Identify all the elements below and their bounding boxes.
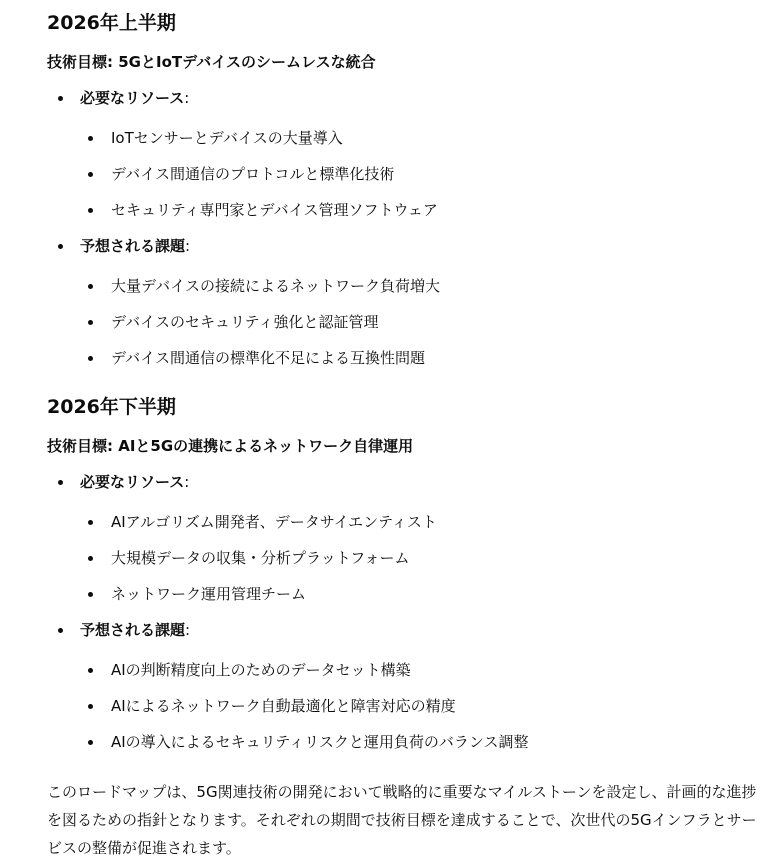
list-item: [111, 199, 438, 221]
resources-label: 必要なリソース: [80, 89, 185, 107]
list-item-text: デバイス間通信のプロトコルと標準化技術: [111, 165, 395, 183]
bullet-icon: [88, 520, 93, 525]
list-item: [111, 127, 343, 149]
list-item: [111, 731, 528, 753]
bullet-icon: [88, 556, 93, 561]
bullet-icon: [88, 704, 93, 709]
list-item-challenges: [80, 619, 190, 641]
goal-label: 技術目標: [47, 53, 108, 71]
bullet-icon: [88, 136, 93, 141]
list-item-text: AIによるネットワーク自動最適化と障害対応の精度: [111, 697, 456, 715]
list-item-resources: [80, 471, 189, 493]
list-item-text: セキュリティ専門家とデバイス管理ソフトウェア: [111, 201, 438, 219]
list-item: [111, 347, 425, 369]
goal-label: 技術目標: [47, 437, 108, 455]
bullet-icon: [58, 244, 63, 249]
list-item: [111, 311, 378, 333]
list-item: [111, 275, 440, 297]
list-item-text: デバイスのセキュリティ強化と認証管理: [111, 313, 379, 331]
list-item-text: 大量デバイスの接続によるネットワーク負荷増大: [111, 277, 440, 295]
list-item-text: 大規模データの収集・分析プラットフォーム: [111, 549, 410, 567]
bullet-icon: [88, 172, 93, 177]
goal-text: : AIと5Gの連携によるネットワーク自律運用: [107, 437, 414, 455]
goal-line: [47, 51, 376, 73]
list-item-challenges: [80, 235, 190, 257]
conclusion-paragraph: このロードマップは、5G関連技術の開発において戦略的に重要なマイルストーンを設定し、計画的な進捗を図るための指針となります。それぞれの期間で技術目標を達成することで、次世代の5Gインフラとサービスの整備が促進されます。: [47, 783, 757, 857]
bullet-icon: [58, 96, 63, 101]
bullet-icon: [88, 320, 93, 325]
bullet-icon: [58, 480, 63, 485]
list-item-resources: [80, 87, 189, 109]
colon: :: [184, 473, 190, 491]
list-item-text: AIの導入によるセキュリティリスクと運用負荷のバランス調整: [111, 733, 529, 751]
section-heading: 2026年上半期: [47, 12, 176, 34]
list-item: [111, 511, 437, 533]
list-item: [111, 659, 411, 681]
bullet-icon: [58, 628, 63, 633]
goal-line: [47, 435, 413, 457]
challenges-label: 予想される課題: [80, 621, 186, 639]
list-item-text: AIアルゴリズム開発者、データサイエンティスト: [111, 513, 437, 531]
bullet-icon: [88, 356, 93, 361]
colon: :: [185, 237, 191, 255]
challenges-label: 予想される課題: [80, 237, 186, 255]
bullet-icon: [88, 668, 93, 673]
list-item-text: ネットワーク運用管理チーム: [111, 585, 307, 603]
bullet-icon: [88, 592, 93, 597]
goal-text: : 5GとIoTデバイスのシームレスな統合: [107, 53, 376, 71]
colon: :: [185, 621, 191, 639]
list-item-text: AIの判断精度向上のためのデータセット構築: [111, 661, 411, 679]
bullet-icon: [88, 208, 93, 213]
bullet-icon: [88, 740, 93, 745]
list-item: [111, 163, 394, 185]
list-item: [111, 547, 410, 569]
bullet-icon: [88, 284, 93, 289]
list-item-text: IoTセンサーとデバイスの大量導入: [111, 129, 343, 147]
list-item: [111, 583, 306, 605]
list-item-text: デバイス間通信の標準化不足による互換性問題: [111, 349, 425, 367]
list-item: [111, 695, 456, 717]
section-heading: 2026年下半期: [47, 396, 176, 418]
colon: :: [184, 89, 190, 107]
resources-label: 必要なリソース: [80, 473, 185, 491]
